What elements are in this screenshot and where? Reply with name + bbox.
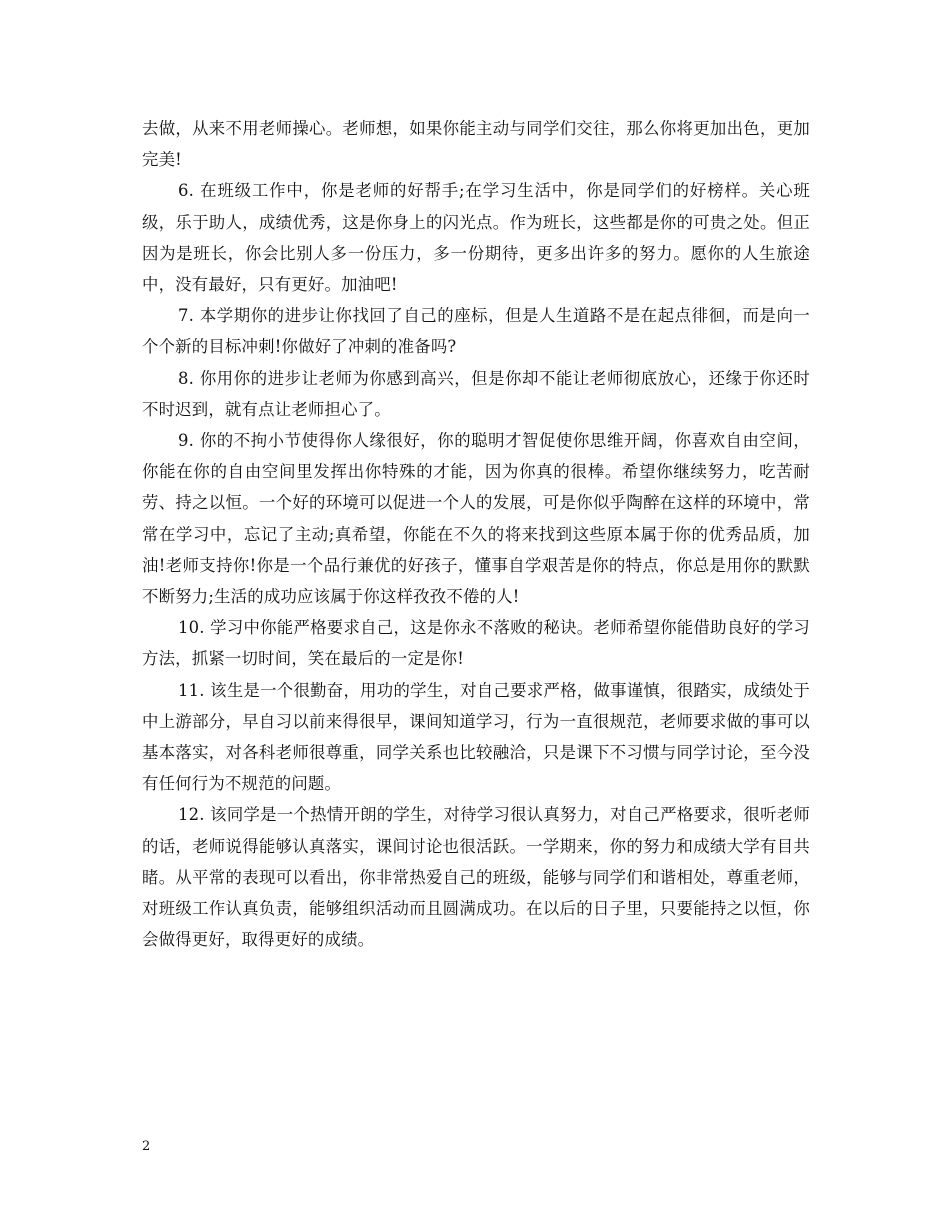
paragraph-item-6: 6. 在班级工作中，你是老师的好帮手;在学习生活中，你是同学们的好榜样。关心班级，乐于助人，成绩优秀，这是你身上的闪光点。作为班长，这些都是你的可贵之处。但正因为是班长，你会比别人多一份压力，多一份期待，更多出许多的努力。愿你的人生旅途中，没有最好，只有更好。加油吧! [142,181,810,295]
paragraph-item-10: 10. 学习中你能严格要求自己，这是你永不落败的秘诀。老师希望你能借助良好的学习方法，抓紧一切时间，笑在最后的一定是你! [142,618,810,669]
paragraph-item-7: 7. 本学期你的进步让你找回了自己的座标，但是人生道路不是在起点徘徊，而是向一个个新的目标冲刺!你做好了冲刺的准备吗? [142,306,810,357]
paragraph-item-12: 12. 该同学是一个热情开朗的学生，对待学习很认真努力，对自己严格要求，很听老师的话，老师说得能够认真落实，课间讨论也很活跃。一学期来，你的努力和成绩大学有目共睹。从平常的表现可以看出，你非常热爱自己的班级，能够与同学们和谐相处，尊重老师，对班级工作认真负责，能够组织活动而且圆满成功。在以后的日子里，只要能持之以恒，你会做得更好，取得更好的成绩。 [142,805,810,950]
paragraph-continued: 去做，从来不用老师操心。老师想，如果你能主动与同学们交往，那么你将更加出色，更加完美! [142,119,810,170]
paragraph-item-11: 11. 该生是一个很勤奋，用功的学生，对自己要求严格，做事谨慎，很踏实，成绩处于中上游部分，早自习以前来得很早，课间知道学习，行为一直很规范，老师要求做的事可以基本落实，对各科老师很尊重，同学关系也比较融洽，只是课下不习惯与同学讨论，至今没有任何行为不规范的问题。 [142,680,810,794]
paragraph-item-8: 8. 你用你的进步让老师为你感到高兴，但是你却不能让老师彻底放心，还缘于你还时不时迟到，就有点让老师担心了。 [142,368,810,419]
paragraph-item-9: 9. 你的不拘小节使得你人缘很好，你的聪明才智促使你思维开阔，你喜欢自由空间，你能在你的自由空间里发挥出你特殊的才能，因为你真的很棒。希望你继续努力，吃苦耐劳、持之以恒。一个好的环境可以促进一个人的发展，可是你似乎陶醉在这样的环境中，常常在学习中，忘记了主动;真希望，你能在不久的将来找到这些原本属于你的优秀品质，加油!老师支持你!你是一个品行兼优的好孩子，懂事自学艰苦是你的特点，你总是用你的默默不断努力;生活的成功应该属于你这样孜孜不倦的人! [142,431,810,607]
document-body [142,113,810,955]
page-number: 2 [142,1139,151,1154]
